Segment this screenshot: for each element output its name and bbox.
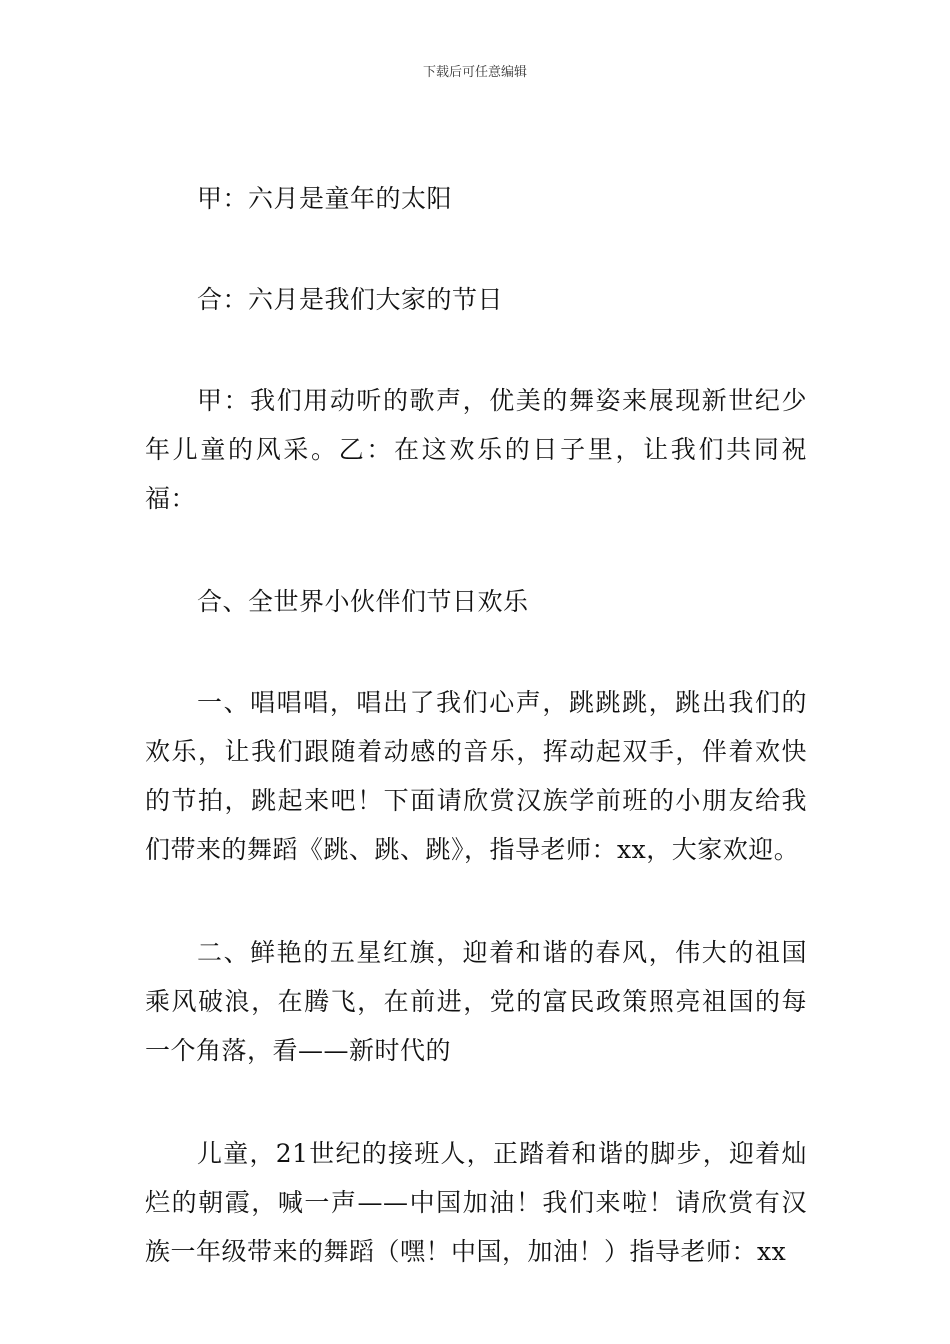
paragraph-2: 合：六月是我们大家的节日 — [197, 285, 504, 314]
paragraph-6: 二、鲜艳的五星红旗，迎着和谐的春风，伟大的祖国乘风破浪，在腾飞，在前进，党的富民政策照亮祖国的每一个角落，看——新时代的 — [145, 938, 807, 1065]
paragraph-5: 一、唱唱唱，唱出了我们心声，跳跳跳，跳出我们的欢乐，让我们跟随着动感的音乐，挥动起双手，伴着欢快的节拍，跳起来吧！下面请欣赏汉族学前班的小朋友给我们带来的舞蹈《跳、跳、跳》，指导老师：xx，大家欢迎。 — [145, 688, 807, 864]
document-body — [145, 174, 807, 1330]
paragraph-7: 儿童，21世纪的接班人，正踏着和谐的脚步，迎着灿烂的朝霞，喊一声——中国加油！我们来啦！请欣赏有汉族一年级带来的舞蹈（嘿！中国，加油！）指导老师：xx — [145, 1139, 807, 1266]
header-note: 下载后可任意编辑 — [422, 65, 527, 80]
paragraph-4: 合、全世界小伙伴们节日欢乐 — [197, 587, 529, 616]
paragraph-1: 甲：六月是童年的太阳 — [197, 184, 453, 213]
paragraph-3: 甲：我们用动听的歌声，优美的舞姿来展现新世纪少年儿童的风采。乙：在这欢乐的日子里，让我们共同祝福： — [145, 386, 807, 513]
